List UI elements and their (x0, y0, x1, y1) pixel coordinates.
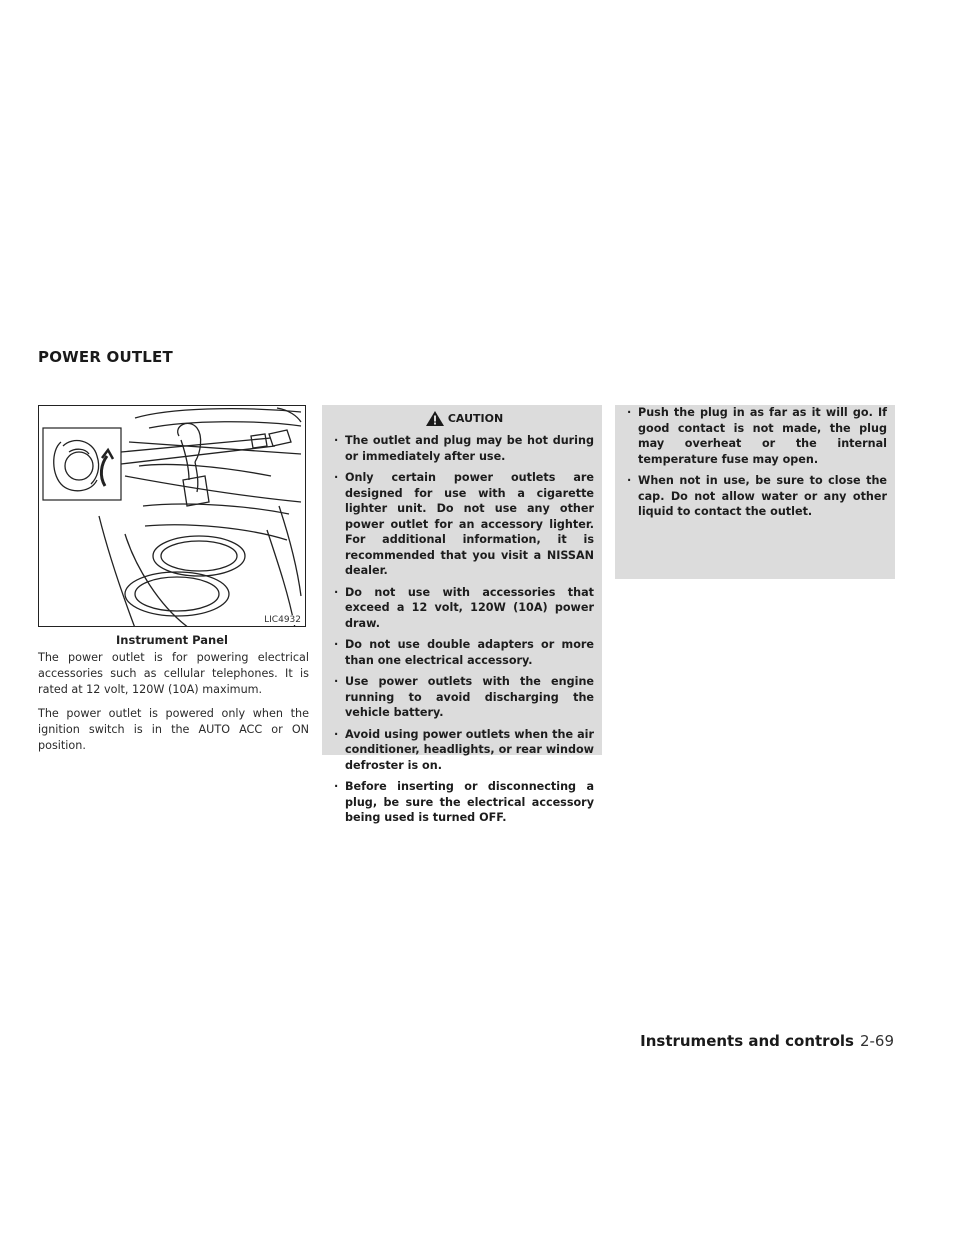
center-console-drawing (39, 406, 306, 627)
caution-box-continued (615, 405, 895, 579)
caution-item: · Do not use with accessories that exceed a 12 volt, 120W (10A) power draw. (334, 585, 594, 632)
paragraph: The power outlet is powered only when the ignition switch is in the AUTO ACC or ON position. (38, 707, 309, 752)
caution-list-continued (627, 405, 887, 520)
caution-item: · Only certain power outlets are designed for use with a cigarette lighter unit. Do not use any other power outlet for an accessory lighter. For additional information, it is recommended that you visit a NISSAN dealer. (334, 470, 594, 579)
warning-triangle-icon (425, 410, 445, 427)
section-title: POWER OUTLET (38, 348, 173, 366)
page-footer (640, 1032, 894, 1050)
caution-item: · Do not use double adapters or more than one electrical accessory. (334, 637, 594, 668)
caution-box (322, 405, 602, 824)
caution-item: · Use power outlets with the engine running to avoid discharging the vehicle battery. (334, 674, 594, 721)
caution-item: · Avoid using power outlets when the air conditioner, headlights, or rear window defroster is on. (334, 727, 594, 774)
caution-title: CAUTION (447, 411, 504, 425)
caution-item: · When not in use, be sure to close the cap. Do not allow water or any other liquid to contact the outlet. (627, 473, 887, 520)
instrument-panel-illustration (38, 405, 306, 627)
footer-section-name: Instruments and controls (640, 1032, 854, 1050)
paragraph: The power outlet is for powering electrical accessories such as cellular telephones. It is rated at 12 volt, 120W (10A) maximum. (38, 651, 309, 696)
body-text (38, 650, 309, 762)
figure-code: LIC4932 (264, 615, 301, 625)
page-number: 2-69 (859, 1032, 894, 1050)
caution-item: · The outlet and plug may be hot during or immediately after use. (334, 433, 594, 464)
caution-list (334, 433, 594, 826)
caution-item: · Before inserting or disconnecting a plug, be sure the electrical accessory being used is turned OFF. (334, 779, 594, 826)
figure-caption: Instrument Panel (116, 633, 228, 647)
caution-item: · Push the plug in as far as it will go. If good contact is not made, the plug may overheat or the internal temperature fuse may open. (627, 405, 887, 467)
caution-header (334, 409, 594, 427)
